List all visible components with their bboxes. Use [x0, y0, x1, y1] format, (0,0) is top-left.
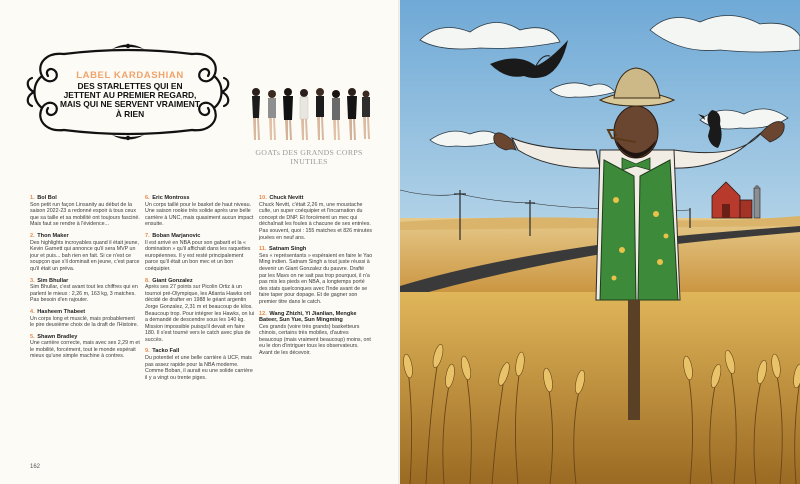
feature-headline: DES STARLETTES QUI EN JETTENT AU PREMIER REGARD, MAIS QUI NE SERVENT VRAIMENT À RIEN: [60, 81, 200, 119]
entry-name: Boban Marjanovic: [152, 232, 201, 239]
entry-number: 2.: [30, 232, 35, 239]
entry-number: 5.: [30, 333, 35, 340]
page-number: 162: [30, 464, 41, 470]
entry-number: 3.: [30, 277, 35, 284]
list-item: [145, 278, 255, 344]
entry-number: 11.: [259, 246, 267, 253]
entry-number: 4.: [30, 308, 35, 315]
feature-title: [58, 70, 202, 119]
entry-name: Tacko Fall: [152, 348, 180, 355]
feature-kicker: LABEL KARDASHIAN: [76, 70, 184, 81]
entry-text: Chuck Nevitt, c'était 2,26 m, une moustache culte, un super coéquipier et l'incarnation du concept de DNP. Et forcément un mec qui déchaînait les foules à chacune de ses entrées. Pas souvent, quoi : 155 matches et 826 minutes jouées en neuf ans.: [259, 201, 373, 241]
wheat-field: [400, 292, 800, 484]
list-item: [145, 348, 255, 381]
entry-text: Une carrière correcte, mais avec ses 2,29 m et le mobilité, forcément, tout le monde espérait mieux qu'une simple machine à contres.: [30, 340, 140, 360]
entry-text: Son petit run façon Linsanity au début de la saison 2022-23 a redonné espoir à tous ceux que sa taille et sa mobilité ont toujours fasciné. Mais faut se rendre à l'évidence...: [30, 201, 140, 228]
entry-name: Giant Gonzalez: [152, 277, 193, 284]
entry-text: Du potentiel et une belle carrière à UCF, mais pas assez rapide pour la NBA moderne. Comme Boban, il aurait eu une solide carrière il y a vingt ou trente piges.: [145, 355, 253, 381]
text-column-1: [30, 195, 140, 365]
entry-number: 9.: [145, 348, 150, 355]
list-item: [259, 311, 373, 357]
entry-text: Des highlights incroyables quand il était jeune, Kevin Garnett qui annonce qu'il sera MVP un jour et puis... bah rien en fait. Si ce n'est ce soupçon que s'il dominait en jeune, c'est parce qu'il était un préva.: [30, 239, 140, 272]
list-item: [30, 309, 140, 329]
entry-name: Wang Zhizhi, Yi Jianlian, Mengke Bateer, Sun Yue, Sun Mingming: [259, 310, 357, 324]
entry-name: Satnam Singh: [269, 246, 307, 253]
entry-text: Un corps long et musclé, mais probablement le pire deuxième choix de la draft de l'Histoire.: [30, 315, 139, 329]
right-page: [400, 0, 800, 484]
list-item: [30, 334, 140, 360]
entry-name: Eric Montross: [152, 195, 190, 201]
kardashian-group-photo: [242, 84, 376, 144]
entry-text: Ces grands (voire très grands) basketteurs chinois, certains très mobiles, d'autres beaucoup (mais vraiment beaucoup) moins, ont eu le don d'intriguer tous les observateurs. Avant de les décevoir.: [259, 323, 371, 357]
entry-number: 1.: [30, 195, 35, 201]
list-item: [30, 195, 140, 228]
entry-name: Chuck Nevitt: [269, 195, 304, 201]
entry-number: 10.: [259, 195, 267, 201]
entry-name: Thon Maker: [37, 232, 69, 239]
list-item: [259, 246, 373, 305]
list-item: [145, 195, 255, 228]
entry-name: Bol Bol: [37, 195, 57, 201]
entry-name: Hasheem Thabeet: [37, 308, 86, 315]
list-item: [259, 195, 373, 241]
entry-text: Il est arrivé en NBA pour son gabarit et la « domination » qu'il affichait dans les raquettes européennes. Il y est resté principalement parce qu'il était un bon mec et un bon coéquipier.: [145, 239, 251, 272]
entry-text: Ses « représentants » espéraient en faire le Yao Ming indien. Satnam Singh a tout juste réussi à devenir un Giant Gonzalez du pauvre. Drafté par les Mavs on ne sait pas trop pourquoi, il n'a pas mis les pieds en NBA, a longtemps porté des stats quelconques avec l'Inde avant de se faire taper pour dopage. Et de gagner son premier titre dans le catch.: [259, 252, 373, 305]
entry-number: 12.: [259, 310, 267, 317]
photo-caption: GOATs DES GRANDS CORPS INUTILES: [255, 148, 363, 166]
entry-text: Sim Bhullar, c'est avant tout les chiffres qui en parlent le mieux : 2,26 m, 163 kg, 3 matches. Pas besoin d'en rajouter.: [30, 284, 138, 304]
list-item: [30, 278, 140, 304]
scarecrow-illustration: [400, 0, 800, 484]
entry-name: Sim Bhullar: [37, 277, 69, 284]
list-item: [145, 233, 255, 273]
entry-text: Après ses 27 points sur Picolin Ortiz à un tournoi pré-Olympique, les Atlanta Hawks ont décidé de drafter en 1988 le géant argentin Jorge Gonzalez, 2,31 m et beaucoup de kilos. Beaucoup trop. Pour intégrer les Hawks, on lui a demandé de descendre sous les 140 kg. Mission impossible puisqu'il devait en faire 180. Il s'est tourné vers le catch avec plus de succès.: [145, 284, 255, 343]
text-column-3: [259, 195, 373, 362]
list-item: [30, 233, 140, 273]
entry-number: 7.: [145, 232, 150, 239]
entry-number: 6.: [145, 195, 150, 201]
entry-name: Shawn Bradley: [37, 333, 78, 340]
entry-number: 8.: [145, 277, 150, 284]
text-column-2: [145, 195, 255, 386]
entry-text: Un corps taillé pour le basket de haut niveau. Une saison rookie très solide après une belle carrière à UNC, mais quasiment aucun impact ensuite.: [145, 201, 254, 228]
